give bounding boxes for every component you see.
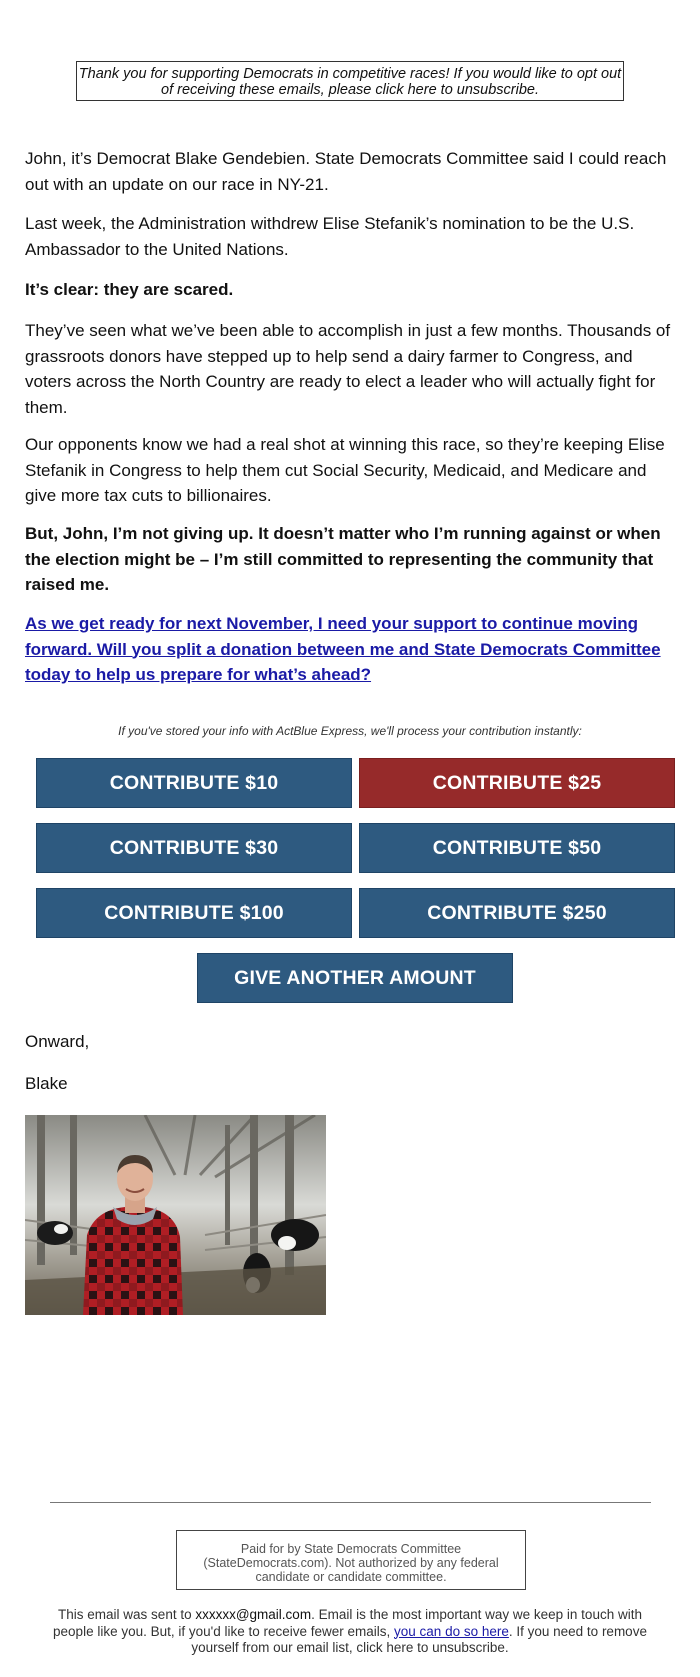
paragraph-nomination: Last week, the Administration withdrew Elise Stefanik’s nomination to be the U.S. Ambassador to the United Nations. — [25, 214, 635, 259]
recipient-email: xxxxxx@gmail.com — [195, 1607, 312, 1622]
actblue-express-note: If you've stored your info with ActBlue Express, we'll process your contribution instantly: — [118, 724, 582, 738]
footer-sent-prefix: This email was sent to — [58, 1607, 196, 1622]
contribute-10-button[interactable]: CONTRIBUTE $10 — [36, 758, 352, 808]
donation-appeal-link[interactable]: As we get ready for next November, I need your support to continue moving forward. Will you split a donation between me and State Democrats Committee today to help us prepare for what’s ahead? — [25, 614, 661, 684]
unsubscribe-notice-text[interactable]: Thank you for supporting Democrats in competitive races! If you would like to opt out of receiving these emails, please click here to unsubscribe. — [78, 66, 622, 98]
signature-name: Blake — [25, 1074, 68, 1093]
paid-for-disclaimer — [176, 1530, 526, 1590]
footer-divider — [50, 1502, 651, 1503]
contribute-50-button[interactable]: CONTRIBUTE $50 — [359, 823, 675, 873]
donation-appeal — [25, 611, 675, 688]
paid-for-text: Paid for by State Democrats Committee (StateDemocrats.com). Not authorized by any federal candidate or candidate committee. — [203, 1542, 499, 1584]
paragraph-grassroots: They’ve seen what we’ve been able to accomplish in just a few months. Thousands of grassroots donors have stepped up to help send a dairy farmer to Congress, and voters across the North Country are ready to elect a leader who will actually fight for them. — [25, 321, 671, 417]
paragraph-opponents: Our opponents know we had a real shot at winning this race, so they’re keeping Elise Stefanik in Congress to help them cut Social Security, Medicaid, and Medicare and give more tax cuts to billionaires. — [25, 435, 665, 505]
contribute-30-button[interactable]: CONTRIBUTE $30 — [36, 823, 352, 873]
contribute-25-button[interactable]: CONTRIBUTE $25 — [359, 758, 675, 808]
footer-sent-middle: . Email is the most important way we keep in touch with people like you. But, if you'd like to receive fewer emails, — [53, 1607, 642, 1639]
footer-email-notice — [40, 1607, 660, 1657]
closing-line: Onward, — [25, 1032, 90, 1051]
candidate-photo — [25, 1115, 326, 1315]
fewer-emails-link[interactable]: you can do so here — [394, 1623, 509, 1639]
footer-unsubscribe-text[interactable]: . If you need to remove yourself from our email list, click here to unsubscribe. — [191, 1623, 647, 1655]
paragraph-scared: It’s clear: they are scared. — [25, 280, 234, 299]
paragraph-intro: John, it’s Democrat Blake Gendebien. State Democrats Committee said I could reach out with an update on our race in NY-21. — [25, 149, 667, 194]
paragraph-not-giving-up: But, John, I’m not giving up. It doesn’t matter who I’m running against or when the election might be – I’m still committed to representing the community that raised me. — [25, 524, 661, 594]
contribute-100-button[interactable]: CONTRIBUTE $100 — [36, 888, 352, 938]
contribute-250-button[interactable]: CONTRIBUTE $250 — [359, 888, 675, 938]
unsubscribe-notice[interactable] — [76, 61, 624, 101]
give-another-amount-button[interactable]: GIVE ANOTHER AMOUNT — [197, 953, 513, 1003]
